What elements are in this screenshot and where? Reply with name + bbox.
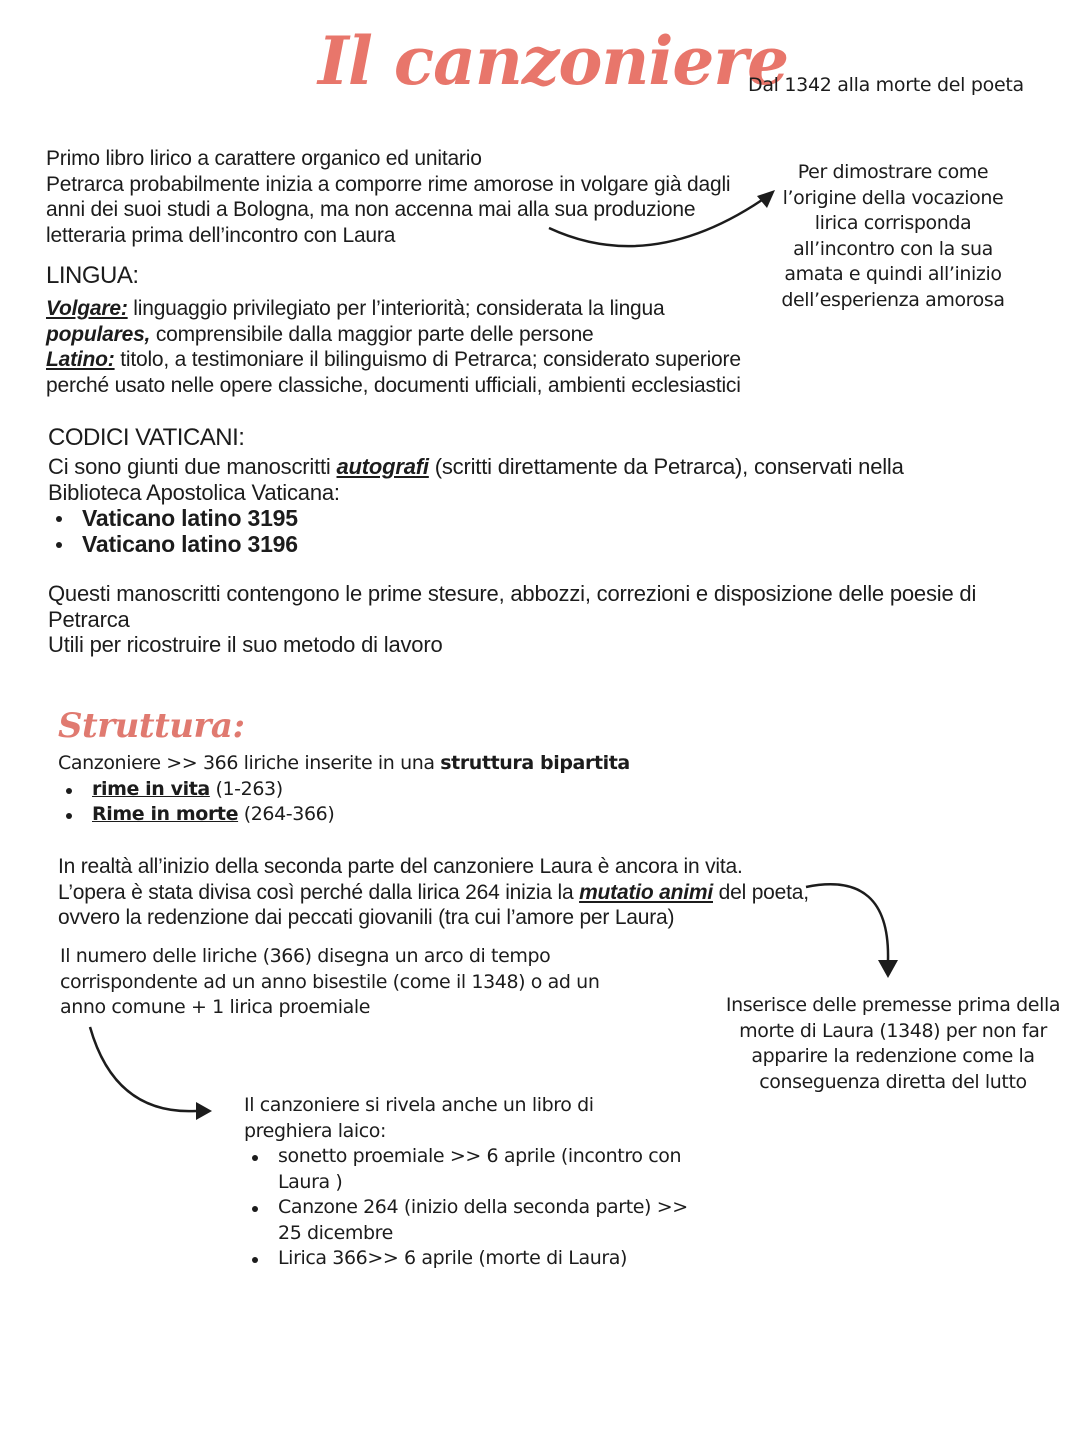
codici-text: (scritti direttamente da Petrarca), conservati nella bbox=[428, 454, 904, 479]
populares-label: populares, bbox=[46, 322, 151, 346]
paragraph-line: Il numero delle liriche (366) disegna un arco di tempo bbox=[60, 945, 551, 967]
intro-line: Petrarca probabilmente inizia a comporre rime amorose in volgare già dagli bbox=[46, 172, 731, 196]
paragraph-line: In realtà all’inizio della seconda parte del canzoniere Laura è ancora in vita. bbox=[58, 855, 743, 878]
latino-text: titolo, a testimoniare il bilinguismo di Petrarca; considerato superiore bbox=[114, 348, 741, 371]
list-item: Vaticano latino 3195 bbox=[48, 505, 904, 531]
part-label: Rime in morte bbox=[92, 803, 239, 825]
intro-line: anni dei suoi studi a Bologna, ma non accenna mai alla sua produzione bbox=[46, 198, 696, 221]
paragraph-line: preghiera laico: bbox=[244, 1119, 386, 1142]
codici-text: Ci sono giunti due manoscritti bbox=[48, 454, 337, 479]
paragraph-line: anno comune + 1 lirica proemiale bbox=[60, 996, 371, 1018]
list-item bbox=[244, 1195, 688, 1246]
volgare-text: linguaggio privilegiato per l’interiorità; considerata la lingua bbox=[127, 297, 665, 320]
preghiera-section bbox=[244, 1093, 688, 1272]
dates-list bbox=[244, 1144, 688, 1272]
note-line: Per dimostrare come bbox=[797, 161, 989, 183]
paragraph-text: del poeta, bbox=[713, 880, 809, 904]
list-item bbox=[244, 1246, 688, 1272]
note-line: dell’esperienza amorosa bbox=[781, 288, 1005, 311]
paragraph-line: Petrarca bbox=[48, 606, 130, 632]
part-range: (1-263) bbox=[209, 777, 283, 800]
note-line: morte di Laura (1348) per non far bbox=[739, 1019, 1047, 1042]
item-line: Laura ) bbox=[278, 1170, 343, 1193]
item-line: 25 dicembre bbox=[278, 1221, 393, 1244]
item-line: sonetto proemiale >> 6 aprile (incontro con bbox=[278, 1145, 682, 1167]
populares-text: comprensibile dalla maggior parte delle persone bbox=[150, 322, 594, 346]
mutatio-term: mutatio animi bbox=[579, 880, 713, 904]
note-line: conseguenza diretta del lutto bbox=[759, 1070, 1027, 1093]
item-line: Lirica 366>> 6 aprile (morte di Laura) bbox=[278, 1247, 628, 1269]
struttura-text: Canzoniere >> 366 liriche inserite in una bbox=[58, 752, 441, 774]
page-subtitle: Dal 1342 alla morte del poeta bbox=[748, 74, 1024, 96]
note-line: l’origine della vocazione bbox=[782, 186, 1004, 209]
autografi-term: autografi bbox=[336, 454, 429, 479]
paragraph-line: Utili per ricostruire il suo metodo di lavoro bbox=[48, 632, 443, 657]
paragraph-text: L’opera è stata divisa così perché dalla lirica 264 inizia la bbox=[58, 880, 580, 904]
part-range: (264-366) bbox=[238, 803, 335, 825]
list-item bbox=[244, 1144, 688, 1195]
intro-line: Primo libro lirico a carattere organico ed unitario bbox=[46, 147, 482, 170]
paragraph-line: Il canzoniere si rivela anche un libro di bbox=[244, 1094, 594, 1116]
paragraph-line: Questi manoscritti contengono le prime stesure, abbozzi, correzioni e disposizione delle poesie di bbox=[48, 581, 977, 606]
note-line: amata e quindi all’inizio bbox=[784, 263, 1002, 285]
codici-heading: CODICI VATICANI: bbox=[48, 424, 245, 451]
struttura-bold: struttura bipartita bbox=[440, 752, 630, 774]
latino-line-2: perché usato nelle opere classiche, documenti ufficiali, ambienti ecclesiastici bbox=[46, 373, 741, 397]
paragraph-line: ovvero la redenzione dai peccati giovanili (tra cui l’amore per Laura) bbox=[58, 906, 675, 929]
struttura-heading: Struttura: bbox=[58, 706, 245, 746]
note-line: lirica corrisponda bbox=[814, 212, 972, 234]
codici-line: Biblioteca Apostolica Vaticana: bbox=[48, 479, 340, 505]
latino-label: Latino: bbox=[46, 348, 115, 371]
paragraph-line: corrispondente ad un anno bisestile (come il 1348) o ad un bbox=[60, 970, 600, 993]
list-item: Vaticano latino 3196 bbox=[48, 531, 904, 557]
note-line: Inserisce delle premesse prima della bbox=[725, 994, 1061, 1016]
note-line: apparire la redenzione come la bbox=[751, 1045, 1035, 1067]
volgare-label: Volgare: bbox=[46, 297, 128, 320]
lingua-heading: LINGUA: bbox=[46, 262, 139, 289]
page-title: Il canzoniere bbox=[318, 22, 789, 100]
note-line: all’incontro con la sua bbox=[793, 237, 993, 260]
item-line: Canzone 264 (inizio della seconda parte) >> bbox=[278, 1196, 688, 1218]
part-label: rime in vita bbox=[92, 777, 210, 800]
intro-line: letteraria prima dell’incontro con Laura bbox=[46, 223, 396, 247]
